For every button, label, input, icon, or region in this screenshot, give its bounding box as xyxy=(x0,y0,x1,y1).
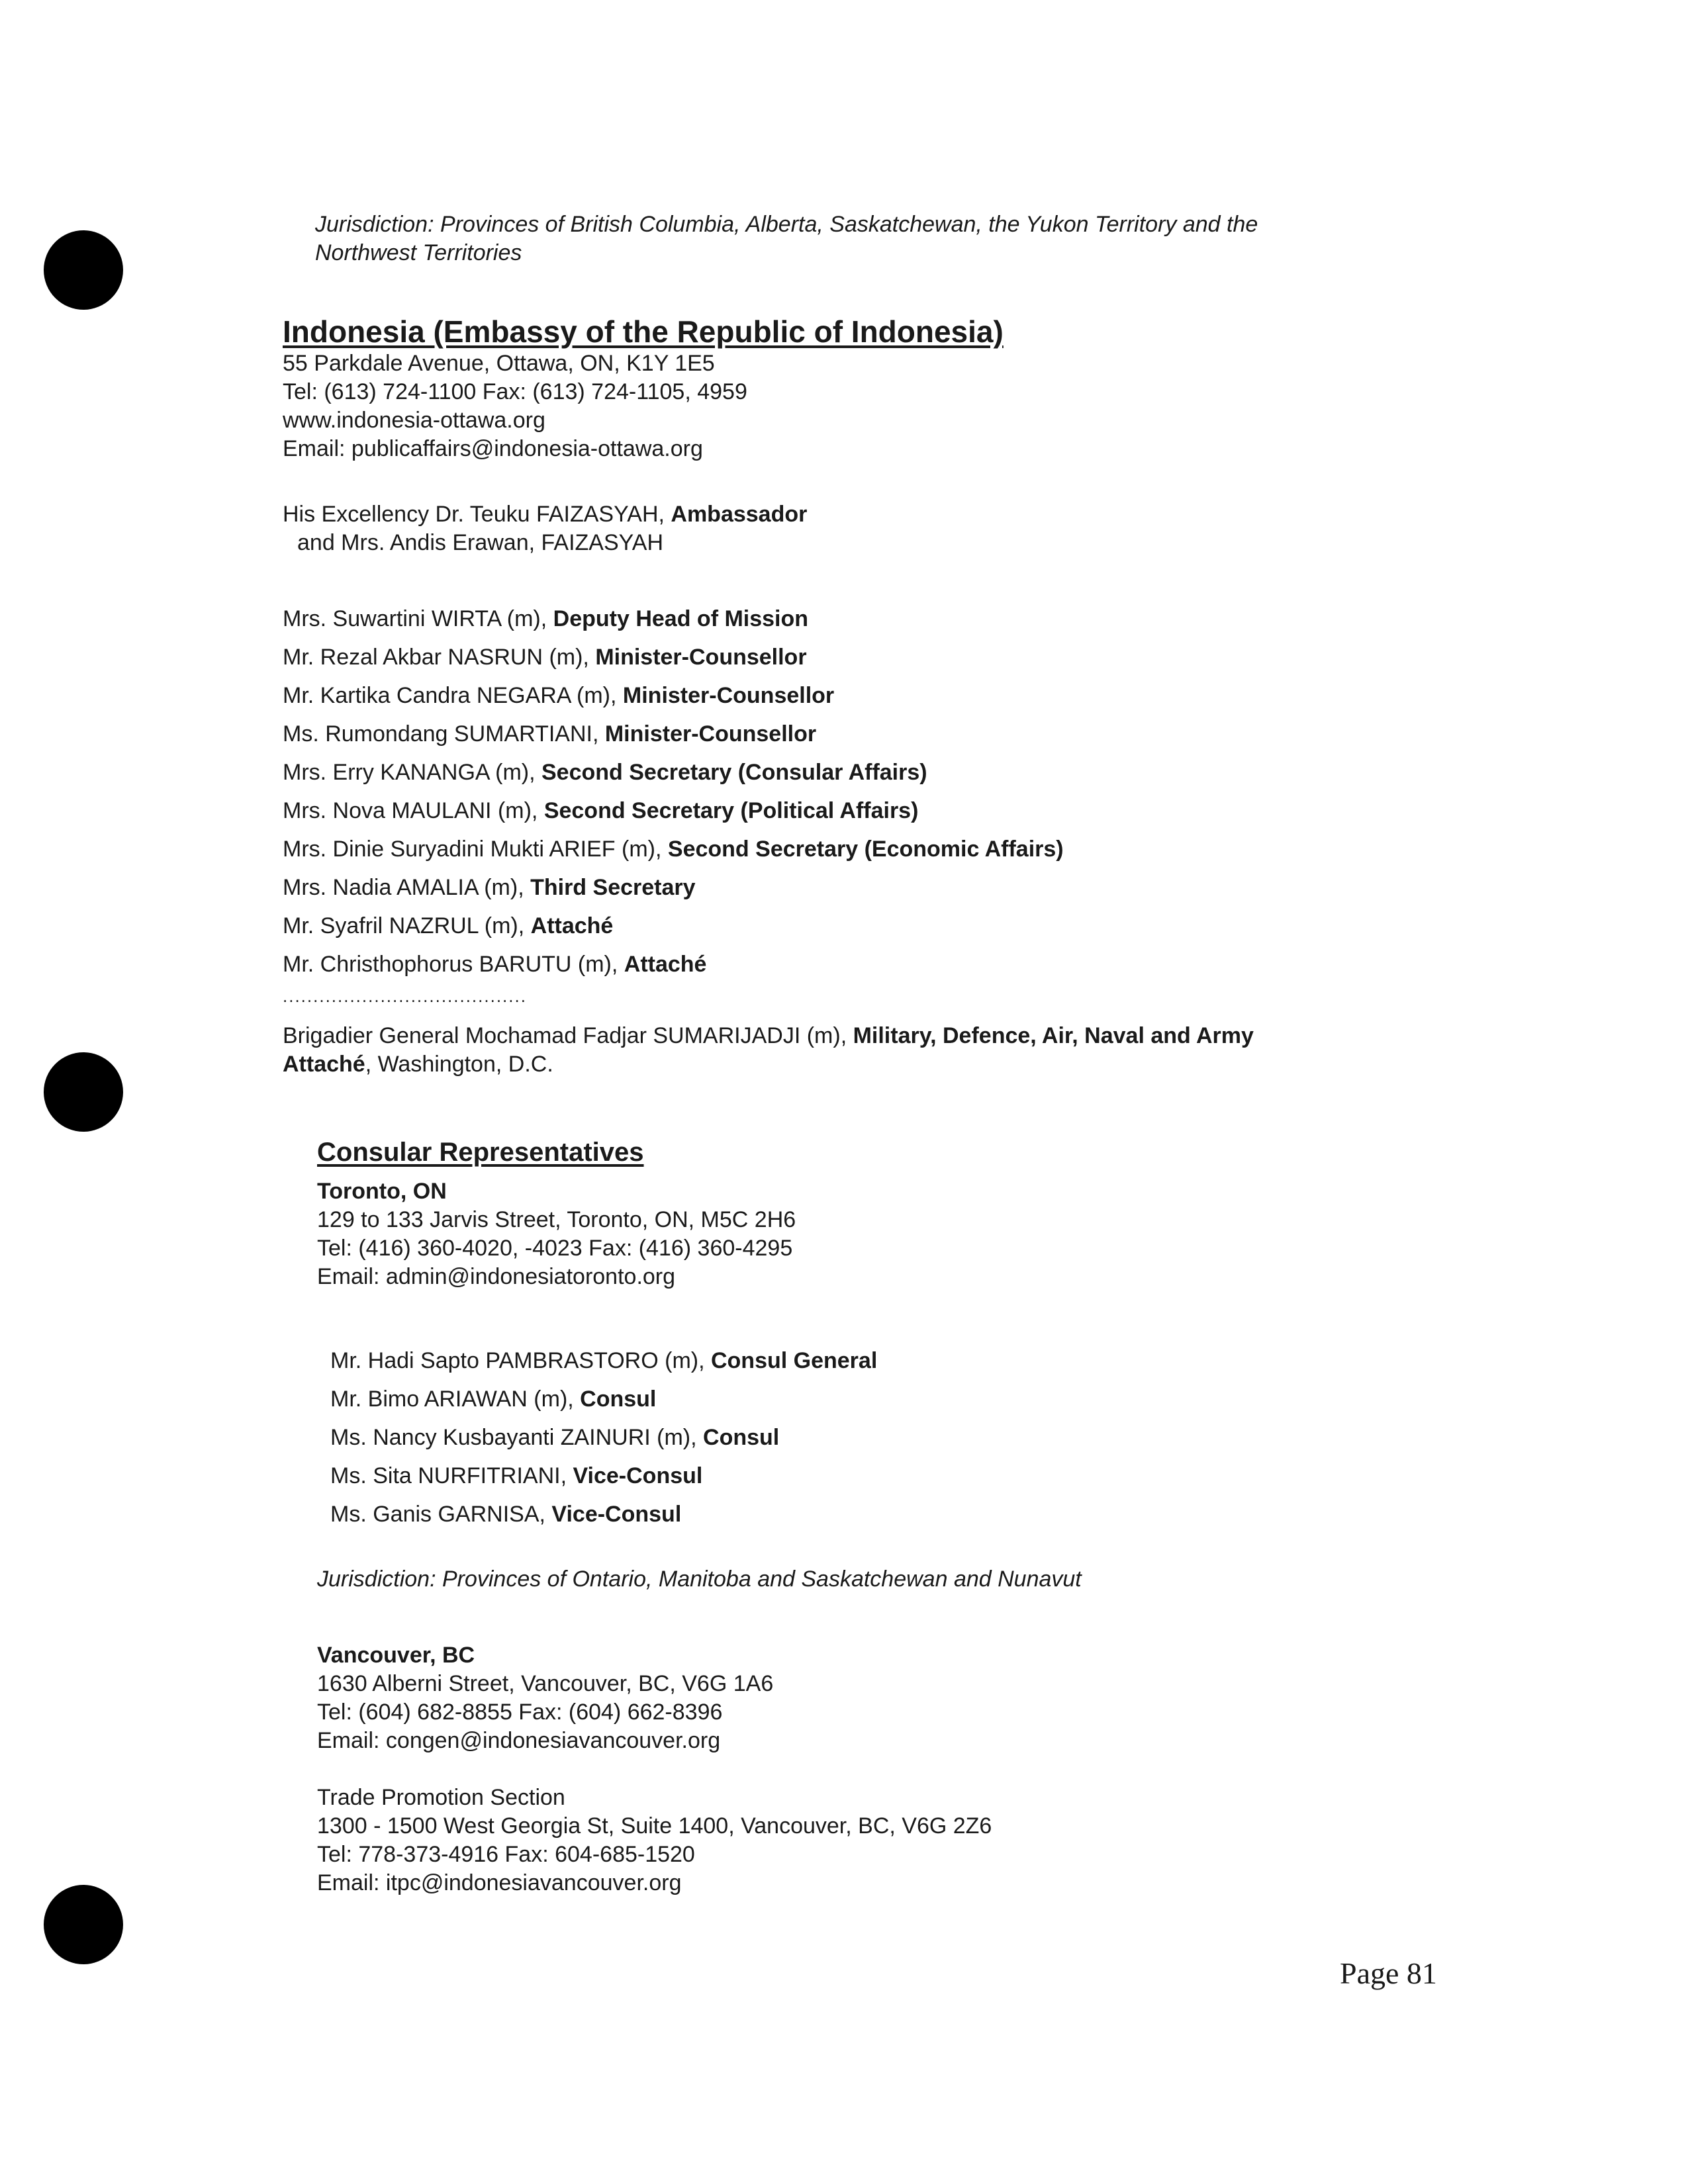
staff-name: Mr. Rezal Akbar NASRUN (m), xyxy=(283,645,596,670)
military-location: , Washington, D.C. xyxy=(365,1052,553,1077)
consul-title: Consul xyxy=(580,1387,657,1412)
toronto-jurisdiction: Jurisdiction: Provinces of Ontario, Manitoba and Saskatchewan and Nunavut xyxy=(317,1567,1082,1592)
vancouver-email: Email: congen@indonesiavancouver.org xyxy=(317,1728,721,1753)
staff-name: Mrs. Erry KANANGA (m), xyxy=(283,760,541,785)
embassy-heading: Indonesia (Embassy of the Republic of Indonesia) xyxy=(283,314,1004,349)
punch-hole-middle xyxy=(44,1052,123,1132)
consular-section xyxy=(317,1136,796,1291)
staff-name: Ms. Rumondang SUMARTIANI, xyxy=(283,721,605,747)
staff-row xyxy=(283,600,1064,638)
staff-row xyxy=(283,868,1064,907)
consul-row xyxy=(330,1380,877,1418)
ambassador-name: His Excellency Dr. Teuku FAIZASYAH, xyxy=(283,502,671,527)
staff-row xyxy=(283,907,1064,945)
ambassador-spouse: and Mrs. Andis Erawan, FAIZASYAH xyxy=(297,530,664,555)
military-line-2 xyxy=(283,1050,1254,1079)
staff-title: Minister-Counsellor xyxy=(604,721,817,747)
vancouver-address: 1630 Alberni Street, Vancouver, BC, V6G 1A6 xyxy=(317,1671,774,1696)
trade-promotion-section xyxy=(317,1784,992,1897)
staff-title: Minister-Counsellor xyxy=(595,645,807,670)
staff-row xyxy=(283,638,1064,676)
vancouver-phone: Tel: (604) 682-8855 Fax: (604) 662-8396 xyxy=(317,1700,723,1725)
staff-title: Minister-Counsellor xyxy=(622,683,835,708)
staff-row xyxy=(283,830,1064,868)
staff-title: Second Secretary (Economic Affairs) xyxy=(667,837,1064,862)
staff-row xyxy=(283,715,1064,753)
staff-title: Attaché xyxy=(530,913,614,938)
toronto-phone: Tel: (416) 360-4020, -4023 Fax: (416) 360-4295 xyxy=(317,1236,793,1261)
staff-row xyxy=(283,945,1064,983)
ambassador-line xyxy=(283,500,807,529)
military-line-1 xyxy=(283,1022,1254,1050)
consul-row xyxy=(330,1418,877,1457)
staff-name: Mrs. Suwartini WIRTA (m), xyxy=(283,606,553,631)
staff-list xyxy=(283,600,1064,983)
staff-title: Deputy Head of Mission xyxy=(553,606,809,631)
consul-row xyxy=(330,1342,877,1380)
previous-jurisdiction xyxy=(315,210,1258,267)
staff-name: Mrs. Dinie Suryadini Mukti ARIEF (m), xyxy=(283,837,668,862)
toronto-staff-list xyxy=(330,1342,877,1533)
military-name: Brigadier General Mochamad Fadjar SUMARIJADJI (m), xyxy=(283,1023,853,1048)
military-title-cont: Attaché xyxy=(283,1052,365,1077)
staff-name: Mr. Syafril NAZRUL (m), xyxy=(283,913,531,938)
staff-name: Mrs. Nadia AMALIA (m), xyxy=(283,875,531,900)
jurisdiction-line: Northwest Territories xyxy=(315,240,522,265)
trade-name: Trade Promotion Section xyxy=(317,1785,565,1810)
consul-name: Ms. Sita NURFITRIANI, xyxy=(330,1463,573,1488)
dotted-separator: ........................................ xyxy=(283,986,527,1006)
jurisdiction-line: Jurisdiction: Provinces of British Columbia, Alberta, Saskatchewan, the Yukon Territory and the xyxy=(315,212,1258,237)
embassy-email: Email: publicaffairs@indonesia-ottawa.org xyxy=(283,436,703,461)
staff-title: Attaché xyxy=(624,952,707,977)
page-number: Page 81 xyxy=(1340,1956,1437,1990)
toronto-address: 129 to 133 Jarvis Street, Toronto, ON, M5C 2H6 xyxy=(317,1207,796,1232)
toronto-city: Toronto, ON xyxy=(317,1179,447,1204)
staff-name: Mr. Christhophorus BARUTU (m), xyxy=(283,952,624,977)
consul-title: Consul xyxy=(703,1425,780,1450)
punch-hole-bottom xyxy=(44,1885,123,1964)
staff-name: Mrs. Nova MAULANI (m), xyxy=(283,798,544,823)
staff-row xyxy=(283,792,1064,830)
embassy-website: www.indonesia-ottawa.org xyxy=(283,408,545,433)
staff-title: Third Secretary xyxy=(530,875,696,900)
embassy-phone: Tel: (613) 724-1100 Fax: (613) 724-1105, 4959 xyxy=(283,379,747,404)
embassy-section xyxy=(283,314,1004,463)
consular-heading: Consular Representatives xyxy=(317,1138,644,1167)
consul-name: Ms. Nancy Kusbayanti ZAINURI (m), xyxy=(330,1425,704,1450)
staff-row xyxy=(283,676,1064,715)
consul-name: Ms. Ganis GARNISA, xyxy=(330,1502,552,1527)
consul-title: Consul General xyxy=(710,1348,878,1373)
vancouver-city: Vancouver, BC xyxy=(317,1643,475,1668)
military-attache xyxy=(283,1022,1254,1079)
consul-title: Vice-Consul xyxy=(573,1463,703,1488)
staff-name: Mr. Kartika Candra NEGARA (m), xyxy=(283,683,623,708)
consul-title: Vice-Consul xyxy=(551,1502,682,1527)
trade-phone: Tel: 778-373-4916 Fax: 604-685-1520 xyxy=(317,1842,695,1867)
vancouver-consulate xyxy=(317,1641,773,1755)
head-of-mission xyxy=(283,500,807,557)
toronto-email: Email: admin@indonesiatoronto.org xyxy=(317,1264,676,1289)
staff-title: Second Secretary (Consular Affairs) xyxy=(541,760,927,785)
consul-name: Mr. Bimo ARIAWAN (m), xyxy=(330,1387,581,1412)
staff-row xyxy=(283,753,1064,792)
embassy-address: 55 Parkdale Avenue, Ottawa, ON, K1Y 1E5 xyxy=(283,351,715,376)
staff-title: Second Secretary (Political Affairs) xyxy=(543,798,919,823)
military-title: Military, Defence, Air, Naval and Army xyxy=(853,1023,1254,1048)
ambassador-title: Ambassador xyxy=(671,502,808,527)
trade-address: 1300 - 1500 West Georgia St, Suite 1400, Vancouver, BC, V6G 2Z6 xyxy=(317,1813,992,1839)
trade-email: Email: itpc@indonesiavancouver.org xyxy=(317,1870,682,1895)
punch-hole-top xyxy=(44,230,123,310)
consul-row xyxy=(330,1457,877,1495)
consul-name: Mr. Hadi Sapto PAMBRASTORO (m), xyxy=(330,1348,711,1373)
consul-row xyxy=(330,1495,877,1533)
